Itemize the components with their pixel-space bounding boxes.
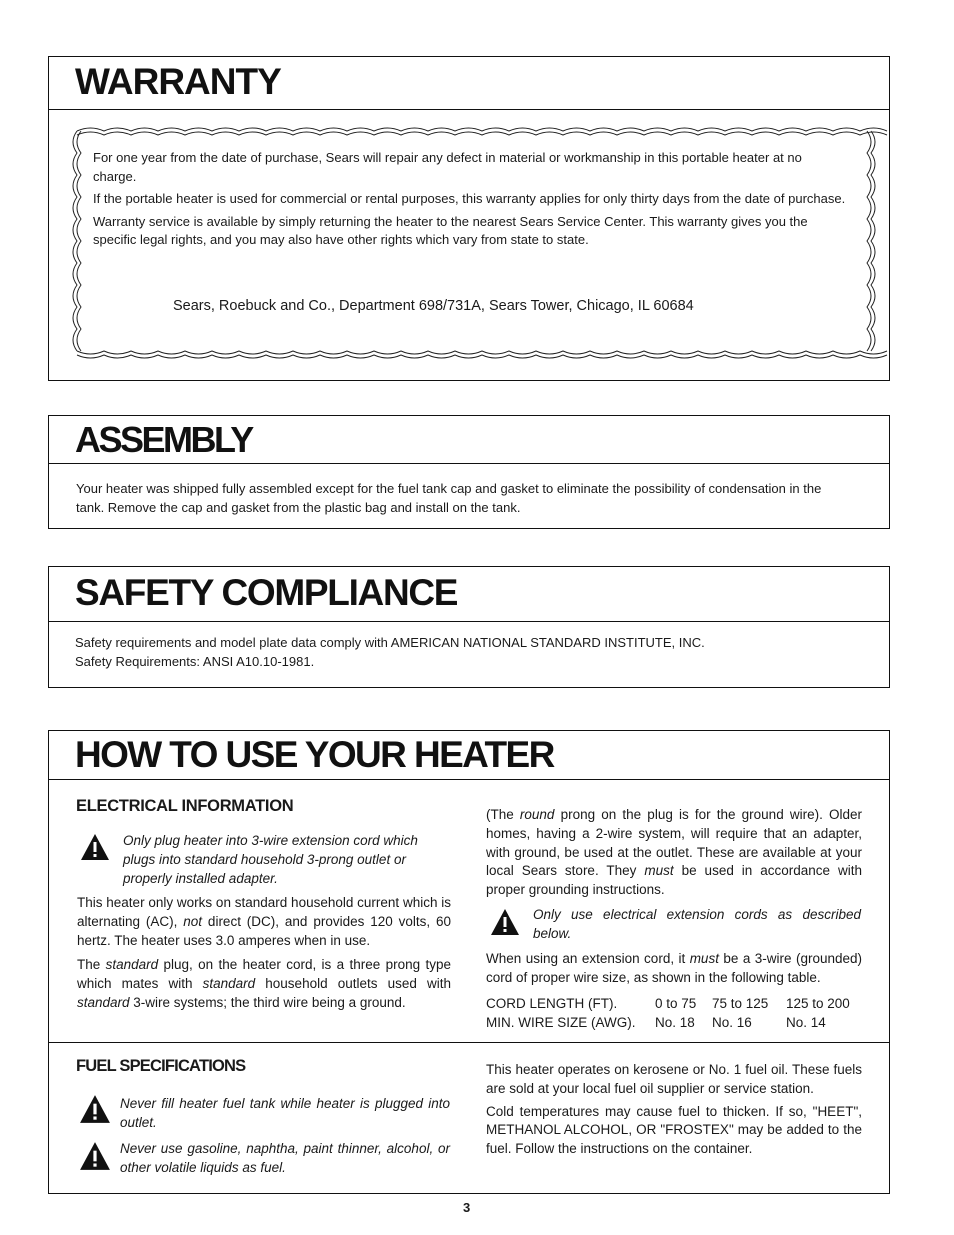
assembly-section xyxy=(48,415,890,529)
electrical-right-text xyxy=(486,806,862,900)
how-to-use-section xyxy=(48,730,890,1194)
scroll-border-edge xyxy=(77,128,887,131)
fuel-paragraph: This heater operates on kerosene or No. 1 fuel oil. These fuels are sold at your local fuel oil supplier or service station. xyxy=(486,1062,862,1096)
assembly-text: Your heater was shipped fully assembled except for the fuel tank cap and gasket to eliminate the possibility of condensation in the tank. Remove the cap and gasket from the plastic bag and install on the tank. xyxy=(76,481,822,515)
fuel-paragraph: Cold temperatures may cause fuel to thicken. If so, "HEET", METHANOL ALCOHOL, OR "FROSTEX" may be added to the fuel. Follow the instructions on the container. xyxy=(486,1103,862,1157)
warning-triangle-icon xyxy=(490,908,520,936)
table-cell: No. 16 xyxy=(712,1015,752,1030)
table-cell: MIN. WIRE SIZE (AWG). xyxy=(486,1015,636,1030)
text-run: not xyxy=(183,913,203,929)
text-run: must xyxy=(689,951,719,966)
text-run: be a 3-wire (grounded) cord of proper wire size, as shown in the following table. xyxy=(486,951,862,985)
extension-cord-text xyxy=(486,950,862,988)
text-run: When using an extension cord, it xyxy=(486,951,690,966)
scroll-border-edge xyxy=(871,131,875,351)
scroll-border-edge xyxy=(77,132,887,135)
text-run: (The xyxy=(486,807,520,822)
warranty-paragraph: Warranty service is available by simply returning the heater to the nearest Sears Service Center. This warranty gives you the specific legal rights, and you may also have other rights which vary from state to state. xyxy=(93,213,808,247)
assembly-header xyxy=(49,416,889,464)
table-cell: 125 to 200 xyxy=(786,996,850,1011)
safety-body xyxy=(75,634,705,671)
safety-section xyxy=(48,566,890,688)
how-to-use-title: HOW TO USE YOUR HEATER xyxy=(75,734,554,775)
fuel-warning: Never use gasoline, naphtha, paint thinner, alcohol, or other volatile liquids as fuel. xyxy=(120,1141,450,1175)
safety-header xyxy=(49,567,889,622)
warranty-section xyxy=(48,56,890,381)
fuel-heading: FUEL SPECIFICATIONS xyxy=(76,1057,246,1075)
text-run: This heater only works on standard household current which is alternating (AC), xyxy=(77,895,451,929)
table-cell: 0 to 75 xyxy=(655,996,697,1011)
text-run: standard xyxy=(105,957,159,973)
table-cell: No. 14 xyxy=(786,1015,826,1030)
text-run: must xyxy=(644,863,674,879)
table-cell: No. 18 xyxy=(655,1015,695,1030)
sears-address: Sears, Roebuck and Co., Department 698/731A, Sears Tower, Chicago, IL 60684 xyxy=(173,298,694,314)
warning-triangle-icon xyxy=(79,1094,111,1124)
warranty-header xyxy=(49,57,889,110)
table-row xyxy=(486,1013,866,1032)
warranty-title: WARRANTY xyxy=(75,61,281,102)
assembly-title: ASSEMBLY xyxy=(75,419,252,460)
extension-cord-warning: Only use electrical extension cords as described below. xyxy=(533,907,861,941)
text-run: The xyxy=(77,957,106,973)
table-cell: CORD LENGTH (FT). xyxy=(486,996,618,1011)
scroll-border-edge xyxy=(77,355,887,358)
safety-title: SAFETY COMPLIANCE xyxy=(75,572,458,613)
fuel-warning: Never fill heater fuel tank while heater is plugged into outlet. xyxy=(120,1096,450,1130)
warning-triangle-icon xyxy=(79,1141,111,1171)
wire-size-table xyxy=(486,994,866,1032)
text-run: household outlets used with xyxy=(255,976,451,992)
text-run: be used in accordance with proper grounding instructions. xyxy=(486,863,862,898)
page-number: 3 xyxy=(463,1200,471,1215)
electrical-heading: ELECTRICAL INFORMATION xyxy=(76,797,294,815)
scroll-border-edge xyxy=(73,131,77,351)
warning-triangle-icon xyxy=(80,833,110,861)
text-run: direct (DC), and provides 120 volts, 60 hertz. The heater uses 3.0 amperes when in use. xyxy=(77,913,451,948)
how-to-use-header xyxy=(49,731,889,780)
text-run: prong on the plug is for the ground wire). Older homes, having a 2-wire system, will require that an adapter, with ground, be used at the outlet. These are available at your local Sears store. They xyxy=(486,807,862,879)
warranty-paragraph: If the portable heater is used for commercial or rental purposes, this warranty applies for only thirty days from the date of purchase. xyxy=(93,191,846,206)
text-run: round xyxy=(519,807,555,822)
table-row xyxy=(486,994,866,1013)
safety-line: Safety Requirements: ANSI A10.10-1981. xyxy=(75,653,315,669)
text-run: standard xyxy=(77,994,130,1010)
safety-line: Safety requirements and model plate data comply with AMERICAN NATIONAL STANDARD INSTITUTE, INC. xyxy=(75,635,705,650)
scroll-border-edge xyxy=(77,351,887,354)
warranty-paragraph: For one year from the date of purchase, Sears will repair any defect in material or workmanship in this portable heater at no charge. xyxy=(93,150,802,184)
table-cell: 75 to 125 xyxy=(712,996,769,1011)
text-run: 3-wire systems; the third wire being a ground. xyxy=(129,994,406,1010)
electrical-warning: Only plug heater into 3-wire extension cord which plugs into standard household 3-prong outlet or properly installed adapter. xyxy=(123,833,418,886)
text-run: plug, on the heater cord, is a three prong type which mates with xyxy=(77,957,451,992)
fuel-right-text xyxy=(486,1061,862,1159)
electrical-left-text xyxy=(77,894,451,1013)
text-run: standard xyxy=(202,976,256,992)
warranty-body xyxy=(93,149,846,250)
subsection-divider xyxy=(49,1042,889,1043)
